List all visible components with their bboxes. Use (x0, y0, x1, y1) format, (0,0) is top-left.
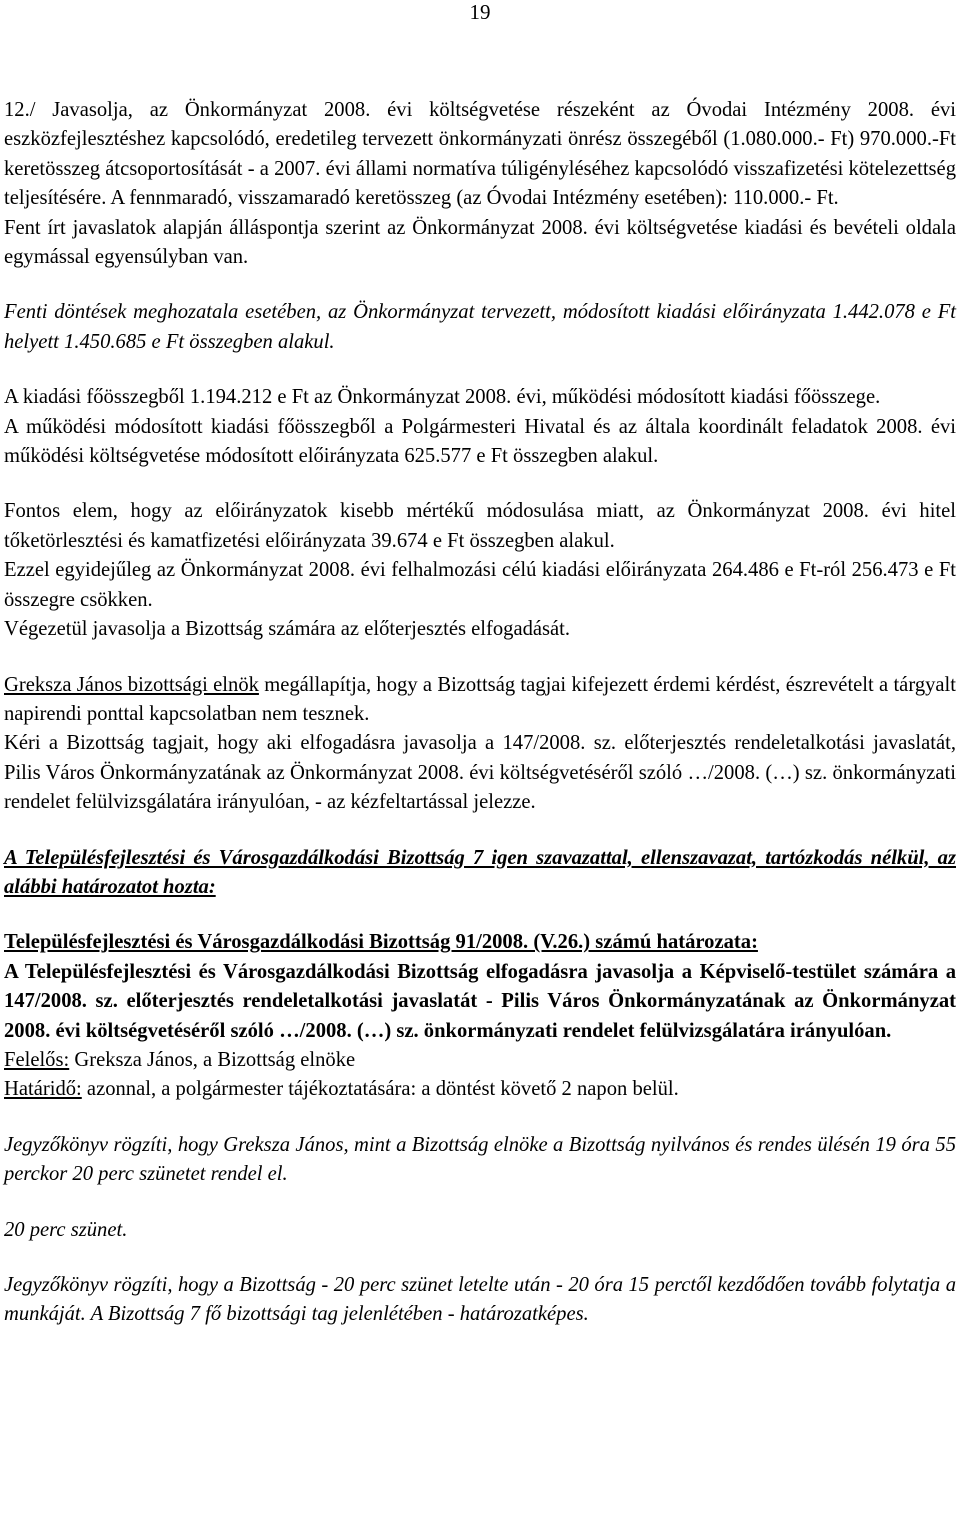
paragraph-chair-statement (4, 671, 956, 730)
resolution-body: A Településfejlesztési és Városgazdálkodási Bizottság elfogadásra javasolja a Képviselő-testület számára a 147/2008. sz. előterjesztés rendeletalkotási javaslatát - Pilis Város Önkormányzatának az Önkormányzat 2008. évi költségvetéséről szóló …/2008. (…) sz. önkormányzati rendelet felülvizsgálatára irányulóan. (4, 960, 956, 1042)
document-body (4, 96, 956, 1330)
page-number: 19 (469, 0, 491, 24)
paragraph-final-proposal: Végezetül javasolja a Bizottság számára az előterjesztés elfogadását. (4, 618, 571, 641)
paragraph-vote-request: Kéri a Bizottság tagjait, hogy aki elfogadásra javasolja a 147/2008. sz. előterjesztés rendeletalkotási javaslatát, Pilis Város Önkormányzatának az Önkormányzat 2008. évi költségvetéséről szóló …/2008. (…) sz. önkormányzati rendelet felülvizsgálatára irányulóan, - az kézfeltartással jelezze. (4, 732, 956, 814)
resolution-responsible (4, 1046, 956, 1075)
deadline-label: Határidő: (4, 1078, 82, 1101)
paragraph-break-start: Jegyzőkönyv rögzíti, hogy Greksza János, mint a Bizottság elnöke a Bizottság nyilvános és rendes ülésén 19 óra 55 perckor 20 perc szünetet rendel el. (4, 1133, 956, 1186)
paragraph-accumulation: Ezzel egyidejűleg az Önkormányzat 2008. évi felhalmozási célú kiadási előirányzata 264.486 e Ft-ról 256.473 e Ft összegre csökken. (4, 559, 956, 611)
resolution-title-text: Településfejlesztési és Városgazdálkodási Bizottság 91/2008. (V.26.) számú határozata: (4, 931, 758, 954)
chair-name: Greksza János bizottsági elnök (4, 673, 259, 696)
paragraph-balance: Fent írt javaslatok alapján álláspontja szerint az Önkormányzat 2008. évi költségvetése kiadási és bevételi oldala egymással egyensúlyban van. (4, 216, 956, 269)
paragraph-break-end: Jegyzőkönyv rögzíti, hogy a Bizottság - 20 perc szünet letelte után - 20 óra 15 perctől kezdődően tovább folytatja a munkáját. A Bizottság 7 fő bizottsági tag jelenlétében - határozatképes. (4, 1274, 956, 1326)
deadline-value: azonnal, a polgármester tájékoztatására: a döntést követő 2 napon belül. (81, 1078, 679, 1101)
paragraph-loan-repayment: Fontos elem, hogy az előirányzatok kisebb mértékű módosulása miatt, az Önkormányzat 2008. évi hitel tőketörlesztési és kamatfizetési előirányzata 39.674 e Ft összegben alakul. (4, 500, 956, 552)
resolution-title (4, 928, 956, 957)
paragraph-break: 20 perc szünet. (4, 1218, 128, 1241)
paragraph-main-sum: A kiadási főösszegből 1.194.212 e Ft az Önkormányzat 2008. évi, működési módosított kiadási főösszege. (4, 386, 881, 409)
paragraph-vote-result (4, 844, 956, 903)
paragraph-modified-appropriation: Fenti döntések meghozatala esetében, az Önkormányzat tervezett, módosított kiadási előirányzata 1.442.078 e Ft helyett 1.450.685 e Ft összegben alakul. (4, 301, 956, 353)
paragraph-proposal-12: 12./ Javasolja, az Önkormányzat 2008. évi költségvetése részeként az Óvodai Intézmény 2008. évi eszközfejlesztéshez kapcsolódó, eredetileg tervezett önkormányzati önrész összegéből (1.080.000.- Ft) 970.000.-Ft keretösszeg átcsoportosítását - a 2007. évi állami normatíva túligényléséhez kapcsolódó visszafizetési kötelezettség teljesítésére. A fennmaradó, visszamaradó keretösszeg (az Óvodai Intézmény esetében): 110.000.- Ft. (4, 99, 956, 210)
vote-result-text: A Településfejlesztési és Városgazdálkodási Bizottság 7 igen szavazattal, ellenszavazat, tartózkodás nélkül, az alábbi határozatot hozta: (4, 846, 956, 898)
chair-statement-text: megállapítja, hogy a Bizottság tagjai kifejezett érdemi kérdést, észrevételt a tárgyalt napirendi ponttal kapcsolatban nem tesznek. (4, 673, 956, 725)
paragraph-mayors-office: A működési módosított kiadási főösszegből a Polgármesteri Hivatal és az általa koordinált feladatok 2008. évi működési költségvetése módosított előirányzata 625.577 e Ft összegben alakul. (4, 415, 956, 468)
responsible-value: Greksza János, a Bizottság elnöke (69, 1048, 356, 1071)
responsible-label: Felelős: (4, 1048, 70, 1071)
resolution-deadline (4, 1075, 956, 1104)
